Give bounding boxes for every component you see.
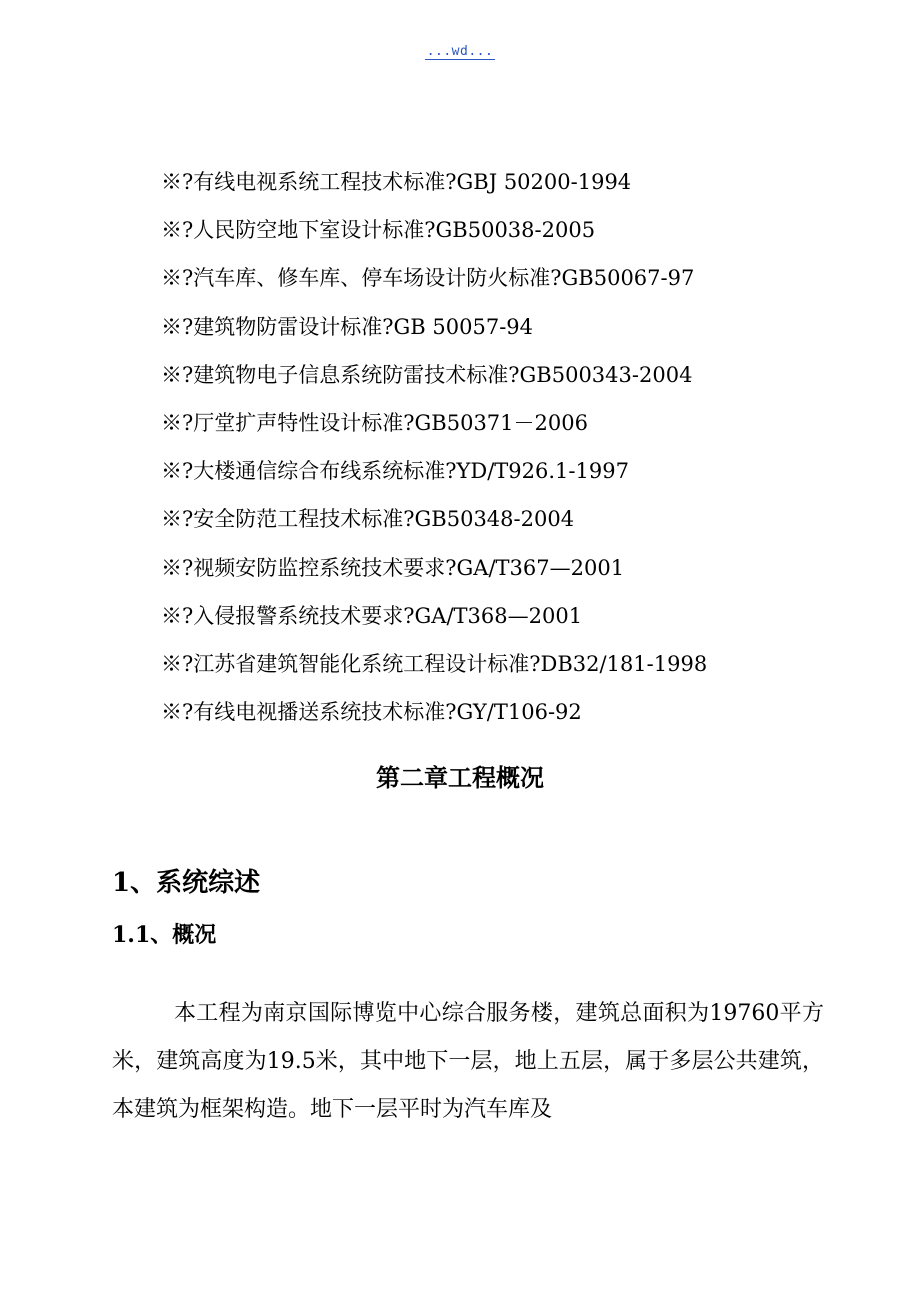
header-link[interactable]: ...wd... [426,44,494,59]
standard-item: ※?有线电视系统工程技术标准?GBJ 50200-1994 [161,170,632,194]
standard-item: ※?汽车库、修车库、停车场设计防火标准?GB50067-97 [161,266,695,291]
subsection-heading: 1.1、概况 [112,922,217,948]
standard-item: ※?大楼通信综合布线系统标准?YD/T926.1-1997 [161,459,629,484]
standard-item: ※?江苏省建筑智能化系统工程设计标准?DB32/181-1998 [161,651,708,676]
standard-item: ※?人民防空地下室设计标准?GB50038-2005 [161,218,596,243]
standard-item: ※?有线电视播送系统技术标准?GY/T106-92 [161,700,582,725]
standard-item: ※?安全防范工程技术标准?GB50348-2004 [161,507,575,532]
section-heading: 1、系统综述 [112,868,261,898]
standard-item: ※?厅堂扩声特性设计标准?GB50371－2006 [161,410,588,435]
body-paragraph: 本工程为南京国际博览中心综合服务楼，建筑总面积为19760平方米，建筑高度为19.5米，其中地下一层，地上五层，属于多层公共建筑，本建筑为框架构造。地下一层平时为汽车库及 [112,1001,824,1122]
standard-item: ※?建筑物电子信息系统防雷技术标准?GB500343-2004 [161,362,693,387]
page-header [0,44,920,59]
chapter-title: 第二章工程概况 [376,763,544,792]
standard-item: ※?建筑物防雷设计标准?GB 50057-94 [161,314,534,339]
standards-list [161,166,707,744]
standard-item: ※?视频安防监控系统技术要求?GA/T367—2001 [161,555,625,580]
standard-item: ※?入侵报警系统技术要求?GA/T368—2001 [161,603,583,628]
